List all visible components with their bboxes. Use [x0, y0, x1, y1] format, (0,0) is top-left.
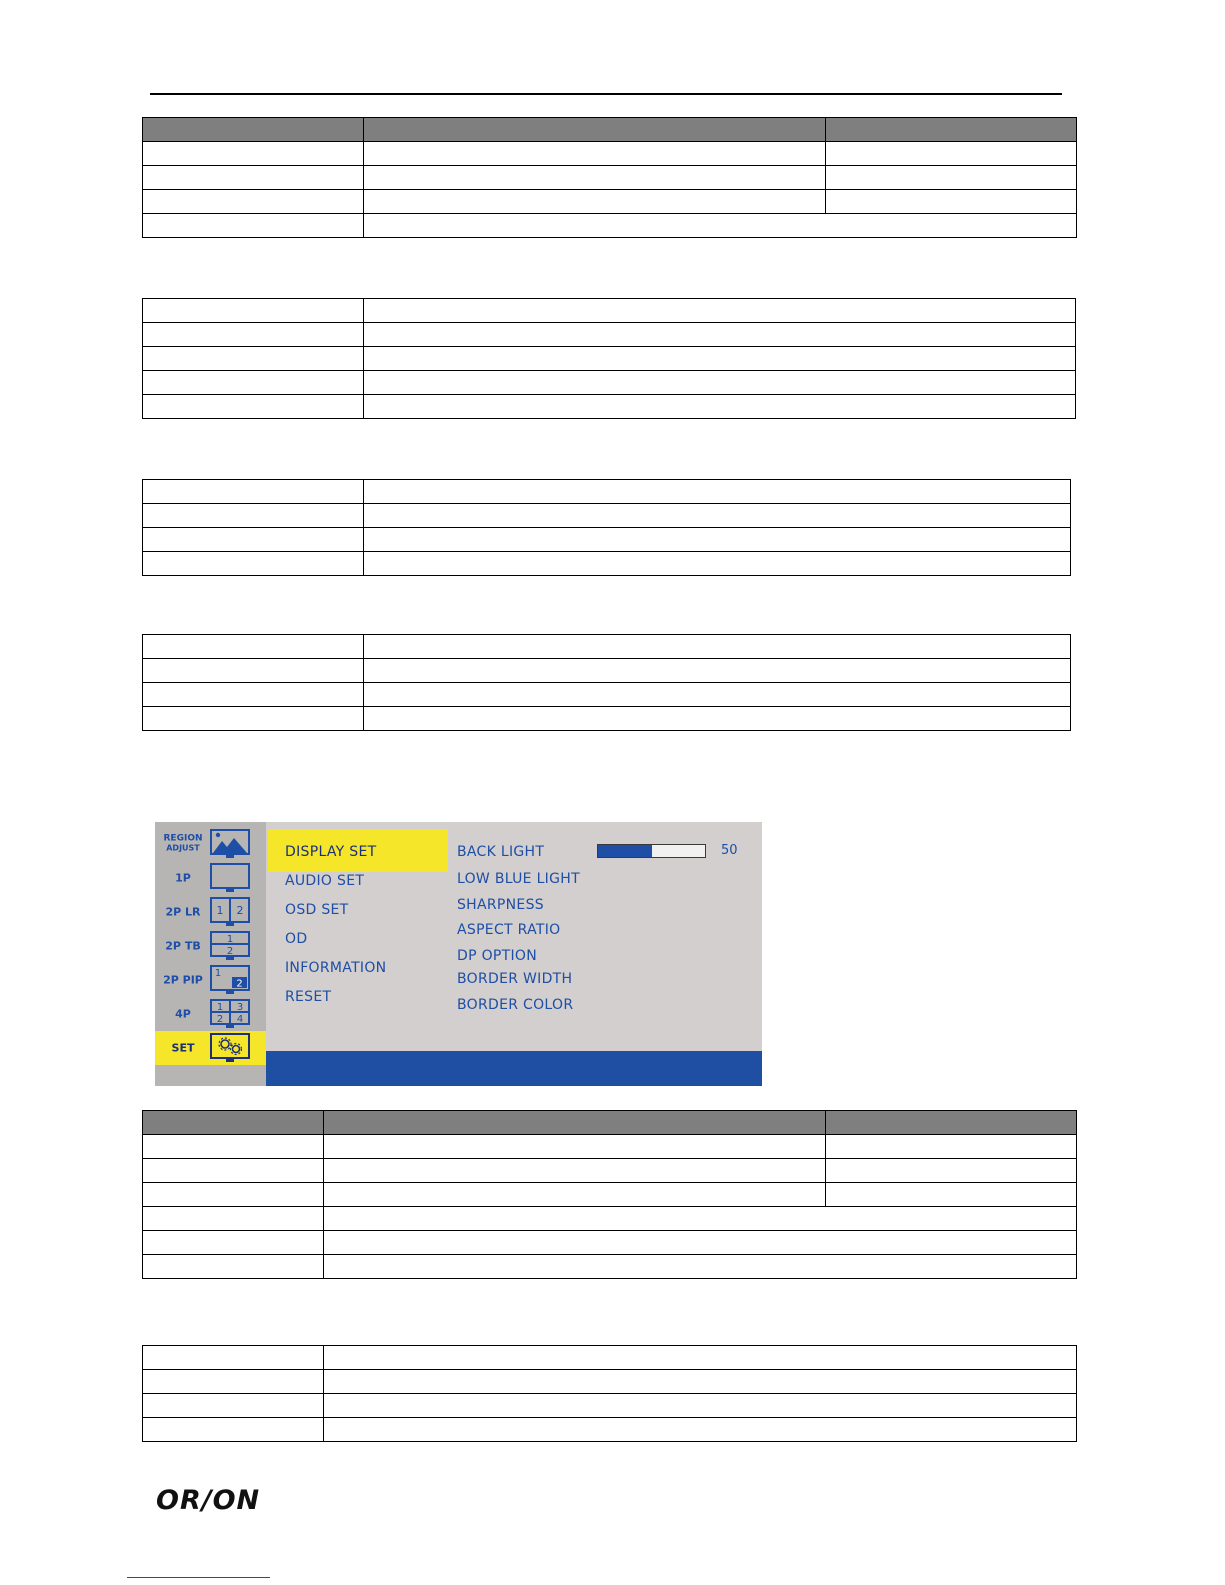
menu-item-display-set[interactable]: DISPLAY SET [285, 844, 377, 860]
footer-link-underline[interactable] [127, 1577, 270, 1578]
table-header-row [143, 1111, 1077, 1135]
svg-text:4: 4 [236, 1014, 244, 1025]
monitor-2p-pip-icon [210, 965, 250, 990]
sidebar-item-label: REGION ADJUST [163, 833, 203, 853]
svg-text:1: 1 [216, 1002, 224, 1013]
sidebar-item-2p-pip[interactable] [155, 963, 266, 997]
table-row [143, 166, 1077, 190]
svg-text:2: 2 [236, 978, 243, 990]
sidebar-item-label: 2P LR [165, 905, 201, 919]
table-row [143, 1207, 1077, 1231]
menu-item-reset[interactable]: RESET [285, 989, 332, 1005]
menu-item-od[interactable]: OD [285, 931, 308, 947]
table-1 [142, 117, 1077, 238]
table-row [143, 323, 1076, 347]
table-header-row [143, 118, 1077, 142]
table-2 [142, 298, 1076, 419]
osd-menu [155, 822, 762, 1086]
sidebar-item-region-adjust[interactable] [155, 827, 266, 861]
table-row [143, 142, 1077, 166]
submenu-item-border-width[interactable]: BORDER WIDTH [457, 971, 573, 987]
table-row [143, 1183, 1077, 1207]
submenu-item-dp-option[interactable]: DP OPTION [457, 948, 538, 964]
table-row [143, 707, 1071, 731]
table-row [143, 395, 1076, 419]
menu-item-information[interactable]: INFORMATION [285, 960, 387, 976]
sidebar-item-4p[interactable] [155, 997, 266, 1031]
submenu-item-back-light[interactable]: BACK LIGHT [457, 844, 545, 860]
sidebar-item-label: 2P PIP [163, 973, 203, 987]
table-row [143, 1370, 1077, 1394]
table-row [143, 299, 1076, 323]
sidebar-item-set[interactable] [155, 1031, 266, 1065]
monitor-1p-icon [210, 863, 250, 888]
sidebar-item-label: 4P [175, 1007, 191, 1021]
back-light-slider-fill [598, 845, 652, 857]
svg-text:1: 1 [226, 934, 234, 945]
gears-icon [210, 1033, 250, 1058]
submenu-item-low-blue-light[interactable]: LOW BLUE LIGHT [457, 871, 580, 887]
table-row [143, 480, 1071, 504]
table-row [143, 371, 1076, 395]
svg-text:3: 3 [236, 1002, 244, 1013]
back-light-slider[interactable] [597, 844, 706, 858]
submenu-item-sharpness[interactable]: SHARPNESS [457, 897, 544, 913]
sidebar-item-label: SET [171, 1041, 195, 1055]
table-row [143, 1135, 1077, 1159]
monitor-4p-icon [210, 999, 250, 1024]
table-row [143, 190, 1077, 214]
sidebar-item-label: 1P [175, 871, 191, 885]
table-3 [142, 479, 1071, 576]
table-row [143, 1255, 1077, 1279]
table-row [143, 683, 1071, 707]
sidebar-item-1p[interactable] [155, 861, 266, 895]
sidebar-item-2p-tb[interactable] [155, 929, 266, 963]
table-row [143, 528, 1071, 552]
table-row [143, 552, 1071, 576]
svg-text:2: 2 [236, 904, 244, 917]
table-row [143, 347, 1076, 371]
table-row [143, 1418, 1077, 1442]
back-light-value: 50 [721, 843, 738, 858]
table-row [143, 635, 1071, 659]
menu-item-audio-set[interactable]: AUDIO SET [285, 873, 365, 889]
sidebar-item-2p-lr[interactable] [155, 895, 266, 929]
table-5 [142, 1110, 1077, 1279]
monitor-2p-tb-icon [210, 931, 250, 956]
submenu-item-aspect-ratio[interactable]: ASPECT RATIO [457, 922, 561, 938]
table-row [143, 1346, 1077, 1370]
svg-text:1: 1 [216, 904, 224, 917]
table-6 [142, 1345, 1077, 1442]
table-row [143, 214, 1077, 238]
table-row [143, 659, 1071, 683]
table-row [143, 504, 1071, 528]
table-row [143, 1394, 1077, 1418]
landscape-icon [210, 829, 250, 854]
table-row [143, 1231, 1077, 1255]
svg-text:2: 2 [216, 1014, 224, 1025]
submenu-item-border-color[interactable]: BORDER COLOR [457, 997, 574, 1013]
orion-logo [156, 1484, 268, 1514]
osd-footer-bar [266, 1051, 762, 1086]
svg-text:1: 1 [214, 968, 222, 979]
svg-text:2: 2 [226, 946, 234, 957]
table-row [143, 1159, 1077, 1183]
sidebar-item-label: 2P TB [165, 939, 201, 953]
monitor-2p-lr-icon [210, 897, 250, 922]
table-4 [142, 634, 1071, 731]
header-rule [150, 93, 1062, 95]
svg-text:OR/ON: OR/ON [156, 1485, 261, 1514]
menu-item-osd-set[interactable]: OSD SET [285, 902, 349, 918]
